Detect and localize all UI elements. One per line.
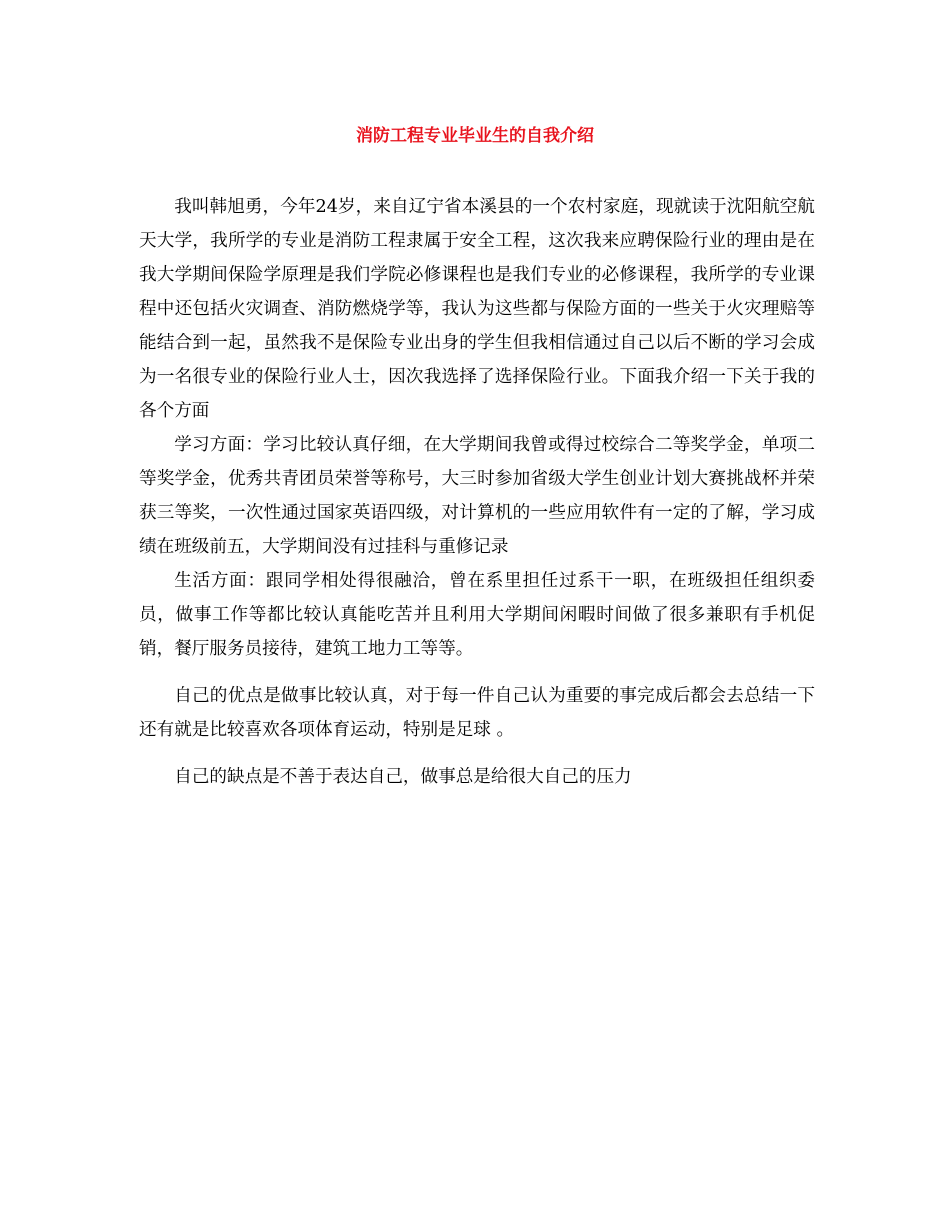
paragraph-weaknesses: 自己的缺点是不善于表达自己，做事总是给很大自己的压力 bbox=[174, 767, 632, 787]
document-body bbox=[139, 190, 815, 794]
paragraph-study: 学习方面：学习比较认真仔细，在大学期间我曾或得过校综合二等奖学金，单项二等奖学金，优秀共青团员荣誉等称号，大三时参加省级大学生创业计划大赛挑战杯并荣获三等奖，一次性通过国家英语四级，对计算机的一些应用软件有一定的了解，学习成绩在班级前五，大学期间没有过挂科与重修记录 bbox=[139, 435, 815, 557]
document-title: 消防工程专业毕业生的自我介绍 bbox=[356, 126, 594, 146]
paragraph-life: 生活方面：跟同学相处得很融洽，曾在系里担任过系干一职，在班级担任组织委员，做事工作等都比较认真能吃苦并且利用大学期间闲暇时间做了很多兼职有手机促销，餐厅服务员接待，建筑工地力工等等。 bbox=[139, 571, 815, 659]
paragraph-intro: 我叫韩旭勇，今年24岁，来自辽宁省本溪县的一个农村家庭，现就读于沈阳航空航天大学，我所学的专业是消防工程隶属于安全工程，这次我来应聘保险行业的理由是在我大学期间保险学原理是我们学院必修课程也是我们专业的必修课程，我所学的专业课程中还包括火灾调查、消防燃烧学等，我认为这些都与保险方面的一些关于火灾理赔等能结合到一起，虽然我不是保险专业出身的学生但我相信通过自己以后不断的学习会成为一名很专业的保险行业人士，因次我选择了选择保险行业。下面我介绍一下关于我的各个方面 bbox=[139, 197, 815, 421]
paragraph-strengths: 自己的优点是做事比较认真，对于每一件自己认为重要的事完成后都会去总结一下还有就是比较喜欢各项体育运动，特别是足球 。 bbox=[139, 686, 815, 740]
